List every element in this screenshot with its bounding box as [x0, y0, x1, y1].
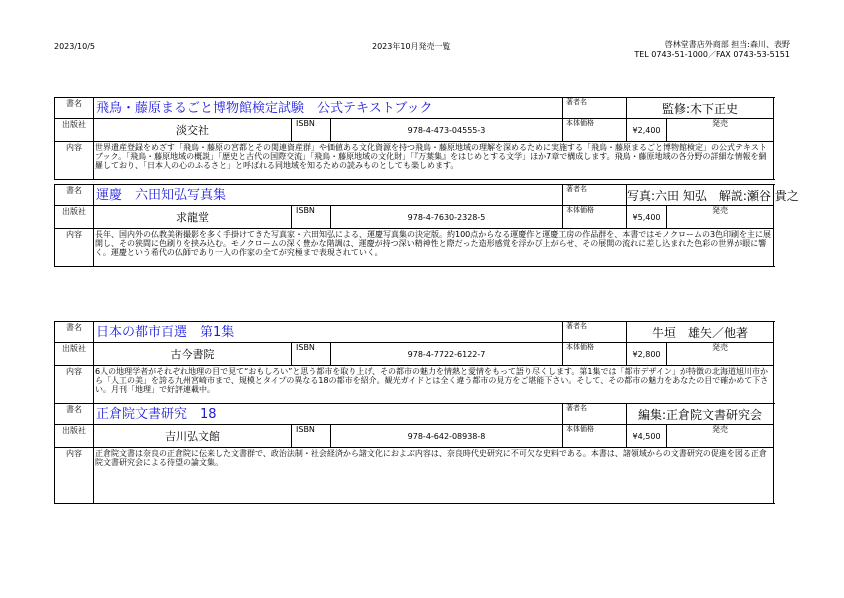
- release-label: 発売: [667, 343, 774, 366]
- publisher-label: 出版社: [55, 343, 94, 366]
- book-publisher: 吉川弘文館: [94, 425, 292, 448]
- book-publisher: 淡交社: [94, 119, 292, 142]
- book-author: 監修:木下正史: [627, 98, 774, 119]
- description-label: 内容: [55, 448, 94, 504]
- book-title: 飛鳥・藤原まるごと博物館検定試験 公式テキストブック: [94, 98, 563, 119]
- description-label: 内容: [55, 229, 94, 267]
- book-record: [54, 321, 774, 404]
- description-label: 内容: [55, 142, 94, 180]
- release-label: 発売: [667, 425, 774, 448]
- book-isbn: 978-4-7630-2328-5: [331, 206, 563, 229]
- book-publisher: 古今書院: [94, 343, 292, 366]
- author-label: 著者名: [563, 98, 627, 119]
- book-title: 運慶 六田知弘写真集: [94, 185, 563, 206]
- book-record: [54, 97, 774, 180]
- book-isbn: 978-4-7722-6122-7: [331, 343, 563, 366]
- book-publisher: 求龍堂: [94, 206, 292, 229]
- publisher-label: 出版社: [55, 206, 94, 229]
- book-author: 写真:六田 知弘 解説:瀬谷 貴之: [627, 185, 774, 206]
- author-label: 著者名: [563, 322, 627, 343]
- price-label: 本体価格: [563, 206, 627, 229]
- book-price: ¥5,400: [627, 206, 667, 229]
- title-label: 書名: [55, 404, 94, 425]
- isbn-label: ISBN: [292, 206, 331, 229]
- list-date: 2023/10/5: [54, 42, 96, 51]
- book-price: ¥2,800: [627, 343, 667, 366]
- price-label: 本体価格: [563, 425, 627, 448]
- release-label: 発売: [667, 206, 774, 229]
- store-name: 啓林堂書店外商部 担当:森川、表野: [664, 40, 790, 49]
- author-label: 著者名: [563, 185, 627, 206]
- book-price: ¥2,400: [627, 119, 667, 142]
- book-description: 長年、国内外の仏教美術撮影を多く手掛けてきた写真家・六田知弘による、運慶写真集の決定版。約100点からなる運慶作と運慶工房の作品群を、本書ではモノクロームの3色印刷を主に展開し、その狭間に色刷りを挟み込む。モノクロームの深く豊かな階調は、運慶が持つ深い精神性と際だった造形感覚を浮かび上がらせ、その展開の流れに差し込まれた色彩の世界が眼に響く。運慶という希代の仏師であり一人の作家の全てが究極まで表現されていく。: [94, 229, 774, 267]
- page-title: 2023年10月発売一覧: [372, 42, 451, 51]
- book-isbn: 978-4-473-04555-3: [331, 119, 563, 142]
- book-price: ¥4,500: [627, 425, 667, 448]
- release-label: 発売: [667, 119, 774, 142]
- book-description: 6人の地理学者がそれぞれ地理の目で見て“おもしろい”と思う都市を取り上げ、その都市の魅力を情熱と愛情をもって語り尽くします。第1集では「都市デザイン」が特徴の北海道旭川市から「人工の美」を誇る九州宮崎市まで、規模とタイプの異なる18の都市を紹介。観光ガイドとは全く違う都市の見方をご堪能下さい。そして、その都市の魅力をあなたの目で確かめて下さい。月刊「地理」で好評連載中。: [94, 366, 774, 404]
- book-author: 牛垣 雄矢／他著: [627, 322, 774, 343]
- author-label: 著者名: [563, 404, 627, 425]
- book-author: 編集:正倉院文書研究会: [627, 404, 774, 425]
- book-description: 正倉院文書は奈良の正倉院に伝来した文書群で、政治法制・社会経済から諸文化におよぶ内容は、奈良時代史研究に不可欠な史料である。本書は、諸領域からの文書研究の促進を図る正倉院文書研究会による待望の論文集。: [94, 448, 774, 504]
- isbn-label: ISBN: [292, 119, 331, 142]
- price-label: 本体価格: [563, 119, 627, 142]
- price-label: 本体価格: [563, 343, 627, 366]
- book-title: 正倉院文書研究 18: [94, 404, 563, 425]
- title-label: 書名: [55, 98, 94, 119]
- title-label: 書名: [55, 322, 94, 343]
- book-isbn: 978-4-642-08938-8: [331, 425, 563, 448]
- book-description: 世界遺産登録をめざす「飛鳥・藤原の宮都とその関連資産群」や価値ある文化資源を持つ飛鳥・藤原地域の理解を深めるために実施する「飛鳥・藤原まるごと博物館検定」の公式テキストブック。「飛鳥・藤原地域の概説」「歴史と古代の国際交流」「飛鳥・藤原地域の文化財」「『万葉集』をはじめとする文学」ほか7章で構成します。飛鳥・藤原地域の各分野の詳細な情報を網羅しており、「日本人の心のふるさと」と呼ばれる同地域を知るための読みものとしても楽しめます。: [94, 142, 774, 180]
- book-title: 日本の都市百選 第1集: [94, 322, 563, 343]
- title-label: 書名: [55, 185, 94, 206]
- store-phone-fax: TEL 0743-51-1000／FAX 0743-53-5151: [634, 50, 790, 59]
- store-contact: [600, 40, 790, 60]
- description-label: 内容: [55, 366, 94, 404]
- isbn-label: ISBN: [292, 343, 331, 366]
- publisher-label: 出版社: [55, 425, 94, 448]
- book-record: [54, 184, 799, 267]
- publisher-label: 出版社: [55, 119, 94, 142]
- isbn-label: ISBN: [292, 425, 331, 448]
- book-record: [54, 403, 774, 504]
